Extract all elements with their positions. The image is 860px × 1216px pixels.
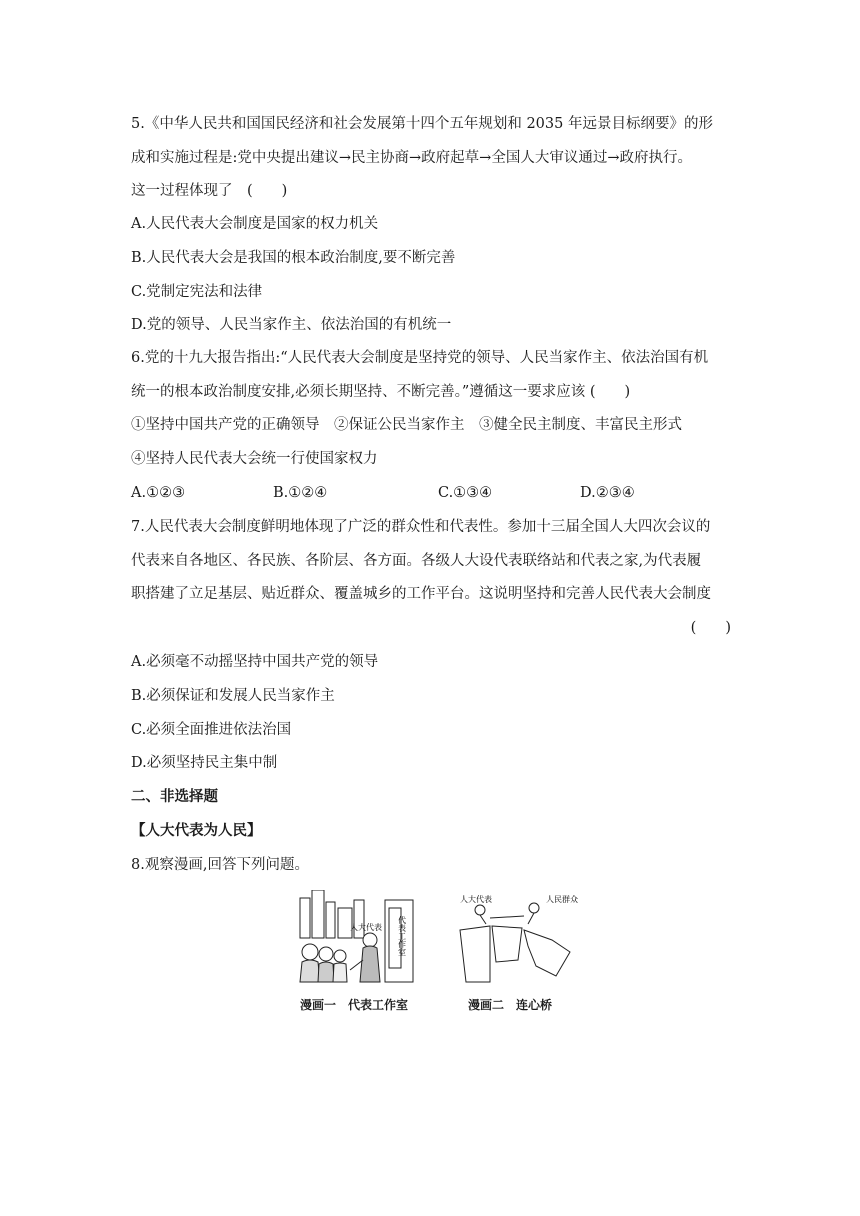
q5-stem-line1: 5.《中华人民共和国国民经济和社会发展第十四个五年规划和 2035 年远景目标纲要》的形 [131,116,713,132]
cartoon-illustrations [290,890,590,1000]
q6-choice-c: C.①③④ [438,485,493,501]
cartoon2-caption: 漫画二 连心桥 [468,998,553,1012]
q8-stem: 8.观察漫画,回答下列问题。 [131,857,309,873]
cartoon1-label-sign: 代表工作室 [397,916,407,956]
q6-choice-a: A.①②③ [131,485,186,501]
cartoon2-drawing [460,903,570,982]
q6-statement-line1: ①坚持中国共产党的正确领导 ②保证公民当家作主 ③健全民主制度、丰富民主形式 [131,417,682,433]
q5-option-a: A.人民代表大会制度是国家的权力机关 [131,216,379,232]
q5-option-c: C.党制定宪法和法律 [131,284,263,300]
q5-stem-line2: 成和实施过程是:党中央提出建议→民主协商→政府起草→全国人大审议通过→政府执行。 [131,150,692,166]
topic-heading: 【人大代表为人民】 [131,822,262,839]
cartoon1-label-person: 人大代表 [350,923,382,932]
q5-stem-line3: 这一过程体现了 ( ) [131,183,288,199]
cartoon1-caption: 漫画一 代表工作室 [300,998,409,1012]
q5-option-d: D.党的领导、人民当家作主、依法治国的有机统一 [131,317,452,333]
q5-option-b: B.人民代表大会是我国的根本政治制度,要不断完善 [131,250,456,266]
cartoon2-label-right: 人民群众 [546,895,578,904]
q6-statement-line2: ④坚持人民代表大会统一行使国家权力 [131,451,378,467]
q7-option-c: C.必须全面推进依法治国 [131,722,292,738]
cartoon1-drawing [300,890,413,982]
q7-stem-line3: 职搭建了立足基层、贴近群众、覆盖城乡的工作平台。这说明坚持和完善人民代表大会制度 [131,586,711,602]
cartoon2-label-left: 人大代表 [460,895,492,904]
q6-stem-line2: 统一的根本政治制度安排,必须长期坚持、不断完善。”遵循这一要求应该 ( ) [131,384,631,400]
q7-option-b: B.必须保证和发展人民当家作主 [131,688,335,704]
q7-option-a: A.必须毫不动摇坚持中国共产党的领导 [131,654,379,670]
q7-stem-line1: 7.人民代表大会制度鲜明地体现了广泛的群众性和代表性。参加十三届全国人大四次会议的 [131,519,711,535]
q7-answer-paren: ( ) [690,620,731,636]
q6-stem-line1: 6.党的十九大报告指出:“人民代表大会制度是坚持党的领导、人民当家作主、依法治国有机 [131,350,709,366]
q6-choice-b: B.①②④ [273,485,328,501]
q6-choice-d: D.②③④ [580,485,635,501]
section-heading: 二、非选择题 [131,788,218,805]
cartoon-figure [290,890,590,1020]
q7-option-d: D.必须坚持民主集中制 [131,755,278,771]
q7-stem-line2: 代表来自各地区、各民族、各阶层、各方面。各级人大设代表联络站和代表之家,为代表履 [131,553,702,569]
